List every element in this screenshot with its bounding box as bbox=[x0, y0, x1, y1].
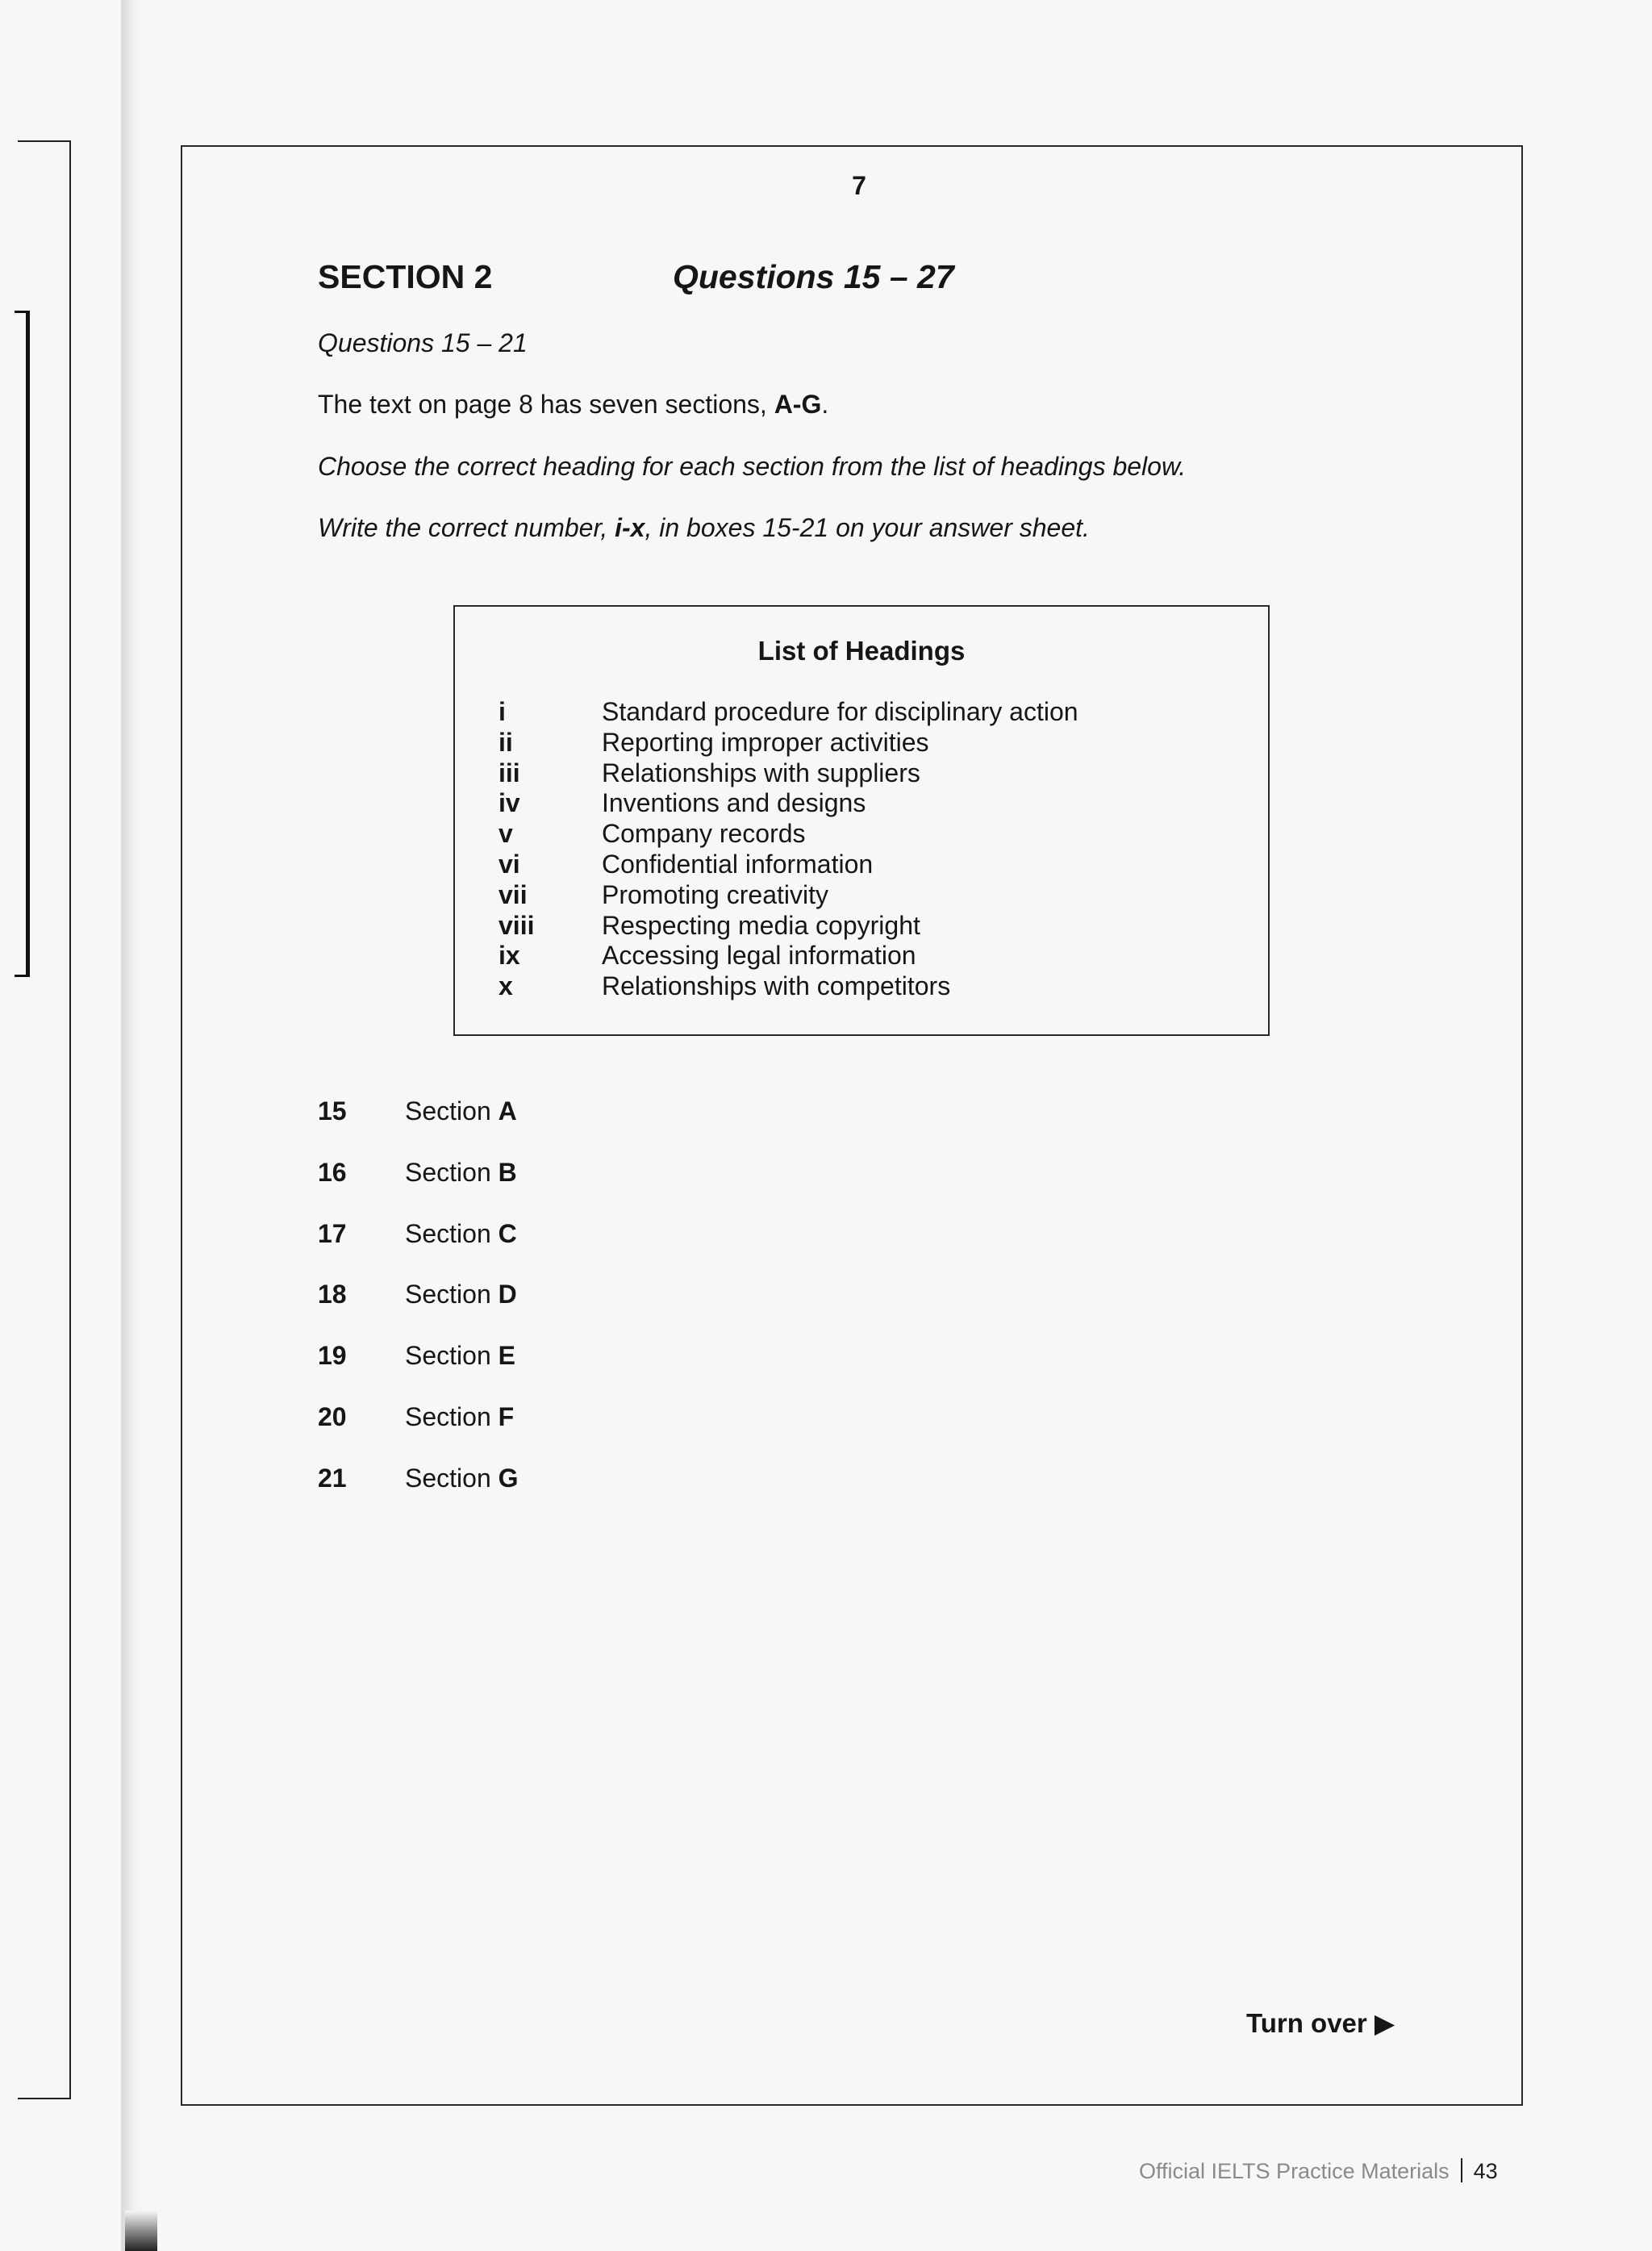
question-number: 16 bbox=[318, 1157, 347, 1187]
heading-item bbox=[499, 880, 1078, 911]
book-gutter-dark bbox=[125, 2211, 157, 2251]
heading-item bbox=[499, 971, 1078, 1002]
question-item bbox=[318, 1335, 519, 1397]
book-gutter-shadow bbox=[121, 0, 145, 2251]
question-label: Section bbox=[405, 1401, 491, 1431]
question-number: 21 bbox=[318, 1463, 347, 1493]
question-label: Section bbox=[405, 1218, 491, 1248]
question-list bbox=[318, 1091, 519, 1519]
question-number: 18 bbox=[318, 1280, 347, 1309]
questions-title: Questions 15 – 27 bbox=[673, 258, 954, 295]
book-page-number: 43 bbox=[1473, 2159, 1498, 2183]
question-number: 20 bbox=[318, 1401, 347, 1431]
footer-publication: Official IELTS Practice Materials bbox=[1139, 2159, 1450, 2183]
question-letter: B bbox=[498, 1157, 517, 1187]
question-letter: A bbox=[498, 1096, 517, 1126]
question-item bbox=[318, 1458, 519, 1519]
question-letter: G bbox=[498, 1463, 519, 1493]
intro-text bbox=[318, 390, 828, 420]
question-letter: E bbox=[498, 1341, 515, 1371]
heading-numeral: i bbox=[499, 697, 506, 726]
heading-text: Promoting creativity bbox=[602, 879, 828, 909]
heading-text: Respecting media copyright bbox=[602, 910, 920, 940]
footer bbox=[1139, 2158, 1498, 2184]
previous-page-frame-edge bbox=[18, 140, 71, 142]
question-label: Section bbox=[405, 1157, 491, 1187]
previous-page-frame-edge bbox=[69, 140, 71, 2098]
instruction-write-prefix: Write the correct number, bbox=[318, 513, 615, 542]
question-label: Section bbox=[405, 1096, 491, 1126]
list-of-headings-box bbox=[453, 605, 1270, 1036]
heading-text: Company records bbox=[602, 819, 806, 849]
heading-numeral: vii bbox=[499, 879, 528, 909]
questions-subheading: Questions 15 – 21 bbox=[318, 328, 528, 357]
question-item bbox=[318, 1274, 519, 1335]
heading-numeral: ii bbox=[499, 727, 513, 757]
intro-sections-range: A-G bbox=[774, 390, 822, 419]
question-number: 15 bbox=[318, 1096, 347, 1126]
headings-title: List of Headings bbox=[757, 636, 966, 666]
heading-item bbox=[499, 788, 1078, 819]
heading-numeral: iv bbox=[499, 788, 520, 818]
heading-item bbox=[499, 758, 1078, 789]
question-number: 19 bbox=[318, 1341, 347, 1371]
exam-page-number: 7 bbox=[852, 171, 866, 200]
heading-text: Relationships with suppliers bbox=[602, 758, 920, 787]
heading-text: Confidential information bbox=[602, 849, 874, 879]
instruction-write bbox=[318, 513, 1090, 543]
heading-numeral: iii bbox=[499, 758, 520, 787]
question-label: Section bbox=[405, 1341, 491, 1371]
question-item bbox=[318, 1152, 519, 1213]
question-letter: F bbox=[498, 1401, 515, 1431]
question-number: 17 bbox=[318, 1218, 347, 1248]
heading-numeral: vi bbox=[499, 849, 520, 879]
heading-numeral: v bbox=[499, 819, 513, 849]
heading-item bbox=[499, 728, 1078, 758]
instruction-choose: Choose the correct heading for each section from the list of headings below. bbox=[318, 452, 1187, 481]
question-item bbox=[318, 1397, 519, 1458]
question-item bbox=[318, 1091, 519, 1152]
instruction-write-suffix: , in boxes 15-21 on your answer sheet. bbox=[645, 513, 1090, 542]
intro-prefix: The text on page 8 has seven sections, bbox=[318, 390, 774, 419]
previous-page-frame-edge bbox=[18, 2098, 71, 2099]
question-label: Section bbox=[405, 1463, 491, 1493]
heading-numeral: ix bbox=[499, 941, 520, 971]
heading-item bbox=[499, 911, 1078, 942]
question-letter: D bbox=[498, 1280, 517, 1309]
heading-numeral: x bbox=[499, 971, 513, 1001]
heading-text: Relationships with competitors bbox=[602, 971, 951, 1001]
heading-numeral: viii bbox=[499, 910, 535, 940]
heading-item bbox=[499, 697, 1078, 728]
heading-text: Reporting improper activities bbox=[602, 727, 929, 757]
heading-text: Standard procedure for disciplinary action bbox=[602, 697, 1078, 726]
heading-text: Inventions and designs bbox=[602, 788, 866, 818]
heading-item bbox=[499, 850, 1078, 880]
heading-item bbox=[499, 941, 1078, 971]
intro-suffix: . bbox=[821, 390, 829, 419]
headings-list bbox=[499, 697, 1078, 1002]
heading-text: Accessing legal information bbox=[602, 941, 916, 971]
question-item bbox=[318, 1213, 519, 1275]
footer-divider bbox=[1461, 2158, 1462, 2182]
previous-page-bracket bbox=[15, 311, 30, 977]
section-title: SECTION 2 bbox=[318, 258, 493, 295]
turn-over-label: Turn over ▶ bbox=[1246, 2008, 1395, 2038]
question-letter: C bbox=[498, 1218, 517, 1248]
instruction-write-range: i-x bbox=[615, 513, 645, 542]
heading-item bbox=[499, 819, 1078, 850]
question-label: Section bbox=[405, 1280, 491, 1309]
